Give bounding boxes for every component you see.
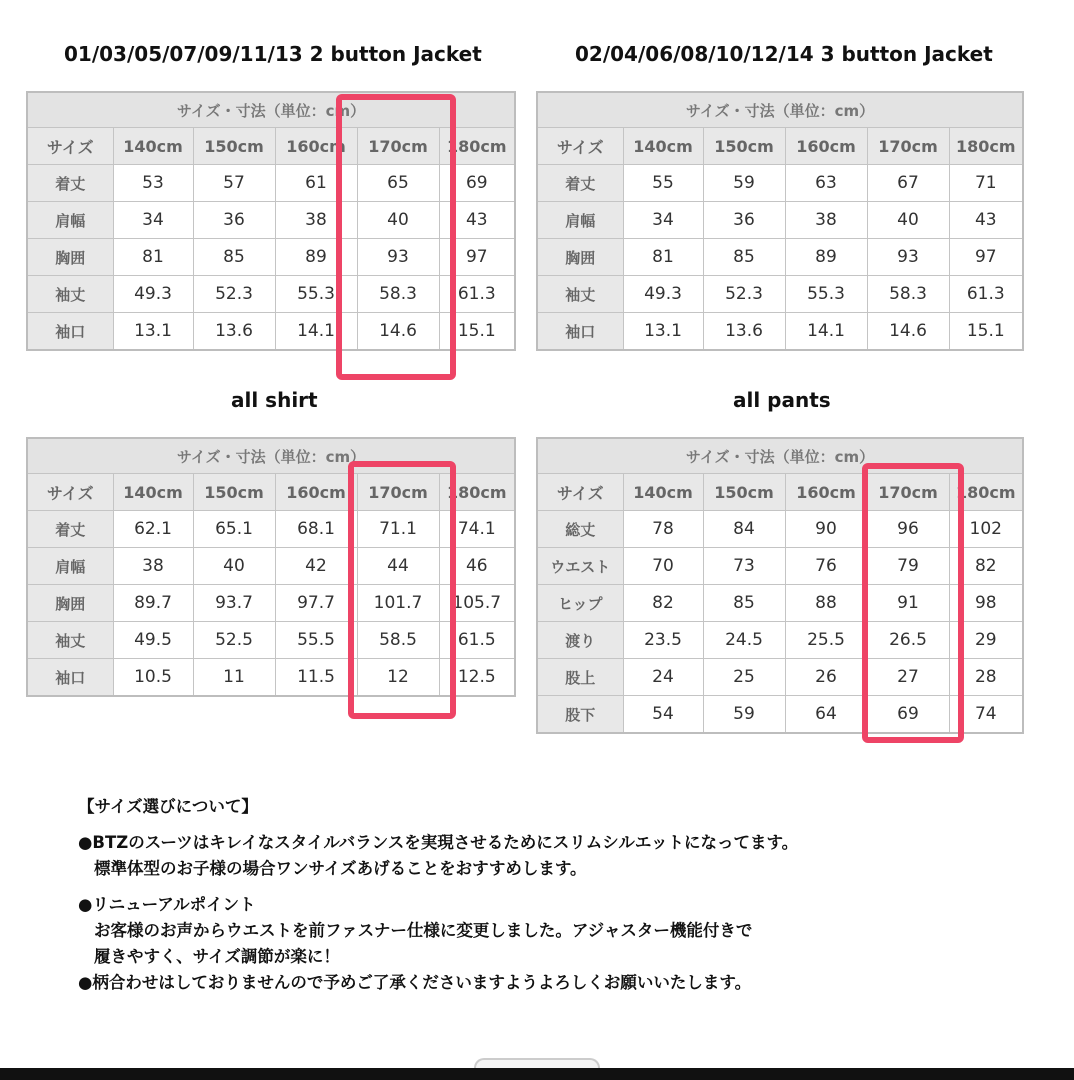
table-cell: 81 — [623, 239, 703, 276]
row-label: 袖口 — [27, 313, 113, 351]
header-cell: 180cm — [439, 128, 515, 165]
header-cell: 140cm — [623, 474, 703, 511]
table-cell: 12.5 — [439, 659, 515, 697]
table-cell: 69 — [867, 696, 949, 734]
header-cell: サイズ — [27, 128, 113, 165]
table-cell: 93 — [357, 239, 439, 276]
table-cell: 40 — [357, 202, 439, 239]
header-cell: 150cm — [193, 128, 275, 165]
table-cell: 12 — [357, 659, 439, 697]
row-label: 着丈 — [27, 511, 113, 548]
table-cell: 34 — [623, 202, 703, 239]
shirt-title: all shirt — [231, 388, 318, 412]
table-caption: サイズ・寸法（単位：cm） — [537, 438, 1023, 474]
row-label: 胸囲 — [537, 239, 623, 276]
table-cell: 58.3 — [357, 276, 439, 313]
table-cell: 54 — [623, 696, 703, 734]
header-cell: 160cm — [785, 474, 867, 511]
table-cell: 14.1 — [785, 313, 867, 351]
header-cell: 170cm — [357, 474, 439, 511]
table-cell: 52.3 — [193, 276, 275, 313]
table-cell: 34 — [113, 202, 193, 239]
table-cell: 14.6 — [357, 313, 439, 351]
row-label: 袖丈 — [27, 276, 113, 313]
table-cell: 74.1 — [439, 511, 515, 548]
note-size-up: 標準体型のお子様の場合ワンサイズあげることをおすすめします。 — [94, 859, 587, 878]
table-cell: 63 — [785, 165, 867, 202]
table-cell: 67 — [867, 165, 949, 202]
table-cell: 25 — [703, 659, 785, 696]
header-cell: 170cm — [867, 474, 949, 511]
header-cell: 150cm — [703, 128, 785, 165]
table-row — [537, 202, 1023, 239]
row-label: 袖丈 — [537, 276, 623, 313]
highlight-170cm-shirt — [348, 461, 456, 719]
table-cell: 61 — [275, 165, 357, 202]
table-cell: 69 — [439, 165, 515, 202]
table-cell: 13.6 — [193, 313, 275, 351]
table-cell: 97 — [439, 239, 515, 276]
table-cell: 79 — [867, 548, 949, 585]
table-cell: 49.3 — [623, 276, 703, 313]
note-pattern: ●柄合わせはしておりませんので予めご了承くださいますようよろしくお願いいたします。 — [78, 973, 752, 992]
table-cell: 70 — [623, 548, 703, 585]
table-cell: 27 — [867, 659, 949, 696]
pants-title: all pants — [733, 388, 831, 412]
table-cell: 57 — [193, 165, 275, 202]
highlight-170cm-pants — [862, 463, 964, 743]
header-cell: 160cm — [275, 474, 357, 511]
table-cell: 40 — [193, 548, 275, 585]
table-cell: 55 — [623, 165, 703, 202]
header-cell: 180cm — [949, 128, 1023, 165]
note-renewal-detail-2: 履きやすく、サイズ調節が楽に！ — [94, 947, 340, 966]
table-cell: 59 — [703, 165, 785, 202]
table-cell: 40 — [867, 202, 949, 239]
table-cell: 43 — [949, 202, 1023, 239]
table-caption: サイズ・寸法（単位：cm） — [27, 438, 515, 474]
table-cell: 49.3 — [113, 276, 193, 313]
row-label: 着丈 — [537, 165, 623, 202]
row-label: 胸囲 — [27, 585, 113, 622]
row-label: 肩幅 — [537, 202, 623, 239]
table-row — [537, 239, 1023, 276]
table-cell: 36 — [703, 202, 785, 239]
table-cell: 78 — [623, 511, 703, 548]
table-cell: 25.5 — [785, 622, 867, 659]
table-cell: 26.5 — [867, 622, 949, 659]
table-cell: 13.1 — [113, 313, 193, 351]
table-cell: 24.5 — [703, 622, 785, 659]
table-row — [537, 276, 1023, 313]
table-cell: 61.3 — [439, 276, 515, 313]
table-cell: 38 — [113, 548, 193, 585]
table-cell: 14.1 — [275, 313, 357, 351]
table-cell: 64 — [785, 696, 867, 734]
header-cell: 150cm — [193, 474, 275, 511]
table-cell: 90 — [785, 511, 867, 548]
header-cell: 140cm — [113, 474, 193, 511]
table-cell: 13.1 — [623, 313, 703, 351]
row-label: ヒップ — [537, 585, 623, 622]
table-cell: 11 — [193, 659, 275, 697]
table-cell: 55.5 — [275, 622, 357, 659]
header-cell: 140cm — [623, 128, 703, 165]
row-label: 肩幅 — [27, 202, 113, 239]
table-cell: 71.1 — [357, 511, 439, 548]
row-label: ウエスト — [537, 548, 623, 585]
table-cell: 15.1 — [439, 313, 515, 351]
table-cell: 96 — [867, 511, 949, 548]
table-cell: 85 — [703, 239, 785, 276]
table-cell: 46 — [439, 548, 515, 585]
table-cell: 26 — [785, 659, 867, 696]
table-cell: 97 — [949, 239, 1023, 276]
table-caption: サイズ・寸法（単位：cm） — [537, 92, 1023, 128]
table-cell: 76 — [785, 548, 867, 585]
row-label: 袖丈 — [27, 622, 113, 659]
jacket3-size-table — [536, 91, 1024, 351]
table-cell: 11.5 — [275, 659, 357, 697]
table-cell: 93 — [867, 239, 949, 276]
table-cell: 10.5 — [113, 659, 193, 697]
header-cell: 170cm — [357, 128, 439, 165]
header-cell: サイズ — [537, 128, 623, 165]
header-cell: 160cm — [785, 128, 867, 165]
row-label: 総丈 — [537, 511, 623, 548]
header-cell: 180cm — [439, 474, 515, 511]
row-label: 股下 — [537, 696, 623, 734]
row-label: 渡り — [537, 622, 623, 659]
table-cell: 52.5 — [193, 622, 275, 659]
table-cell: 84 — [703, 511, 785, 548]
note-slim-silhouette: ●BTZのスーツはキレイなスタイルバランスを実現させるためにスリムシルエットになってます。 — [78, 833, 799, 852]
header-cell: 150cm — [703, 474, 785, 511]
header-cell: 140cm — [113, 128, 193, 165]
jacket2-title: 01/03/05/07/09/11/13 2 button Jacket — [64, 42, 482, 66]
table-cell: 58.5 — [357, 622, 439, 659]
table-cell: 36 — [193, 202, 275, 239]
table-cell: 102 — [949, 511, 1023, 548]
table-cell: 68.1 — [275, 511, 357, 548]
table-cell: 65.1 — [193, 511, 275, 548]
table-row — [537, 313, 1023, 351]
table-cell: 55.3 — [785, 276, 867, 313]
table-row — [537, 165, 1023, 202]
table-cell: 89.7 — [113, 585, 193, 622]
table-cell: 42 — [275, 548, 357, 585]
table-cell: 23.5 — [623, 622, 703, 659]
table-cell: 38 — [785, 202, 867, 239]
table-cell: 89 — [785, 239, 867, 276]
table-cell: 61.5 — [439, 622, 515, 659]
table-cell: 14.6 — [867, 313, 949, 351]
table-cell: 85 — [703, 585, 785, 622]
table-cell: 93.7 — [193, 585, 275, 622]
table-cell: 65 — [357, 165, 439, 202]
table-cell: 44 — [357, 548, 439, 585]
note-renewal-heading: ●リニューアルポイント — [78, 895, 256, 914]
table-cell: 89 — [275, 239, 357, 276]
table-cell: 28 — [949, 659, 1023, 696]
table-cell: 15.1 — [949, 313, 1023, 351]
table-cell: 101.7 — [357, 585, 439, 622]
header-cell: サイズ — [27, 474, 113, 511]
table-cell: 43 — [439, 202, 515, 239]
table-cell: 91 — [867, 585, 949, 622]
header-cell: 170cm — [867, 128, 949, 165]
table-cell: 13.6 — [703, 313, 785, 351]
table-cell: 38 — [275, 202, 357, 239]
table-header-row — [537, 128, 1023, 165]
notes-heading: 【サイズ選びについて】 — [78, 797, 258, 816]
header-cell: サイズ — [537, 474, 623, 511]
table-cell: 85 — [193, 239, 275, 276]
table-cell: 61.3 — [949, 276, 1023, 313]
table-caption: サイズ・寸法（単位：cm） — [27, 92, 515, 128]
row-label: 股上 — [537, 659, 623, 696]
table-cell: 97.7 — [275, 585, 357, 622]
table-cell: 88 — [785, 585, 867, 622]
table-cell: 52.3 — [703, 276, 785, 313]
table-cell: 29 — [949, 622, 1023, 659]
row-label: 袖口 — [537, 313, 623, 351]
bottom-bar — [0, 1068, 1074, 1080]
table-cell: 73 — [703, 548, 785, 585]
table-cell: 55.3 — [275, 276, 357, 313]
table-cell: 98 — [949, 585, 1023, 622]
row-label: 袖口 — [27, 659, 113, 697]
table-cell: 105.7 — [439, 585, 515, 622]
header-cell: 160cm — [275, 128, 357, 165]
size-notes — [78, 794, 798, 996]
table-cell: 71 — [949, 165, 1023, 202]
table-cell: 82 — [949, 548, 1023, 585]
row-label: 胸囲 — [27, 239, 113, 276]
table-cell: 62.1 — [113, 511, 193, 548]
note-renewal-detail: お客様のお声からウエストを前ファスナー仕様に変更しました。アジャスター機能付きで — [94, 921, 753, 940]
table-cell: 59 — [703, 696, 785, 734]
table-cell: 53 — [113, 165, 193, 202]
table-cell: 81 — [113, 239, 193, 276]
table-cell: 82 — [623, 585, 703, 622]
jacket3-title: 02/04/06/08/10/12/14 3 button Jacket — [575, 42, 993, 66]
table-cell: 58.3 — [867, 276, 949, 313]
row-label: 肩幅 — [27, 548, 113, 585]
table-cell: 24 — [623, 659, 703, 696]
table-cell: 49.5 — [113, 622, 193, 659]
highlight-170cm-jacket2 — [336, 94, 456, 380]
header-cell: 180cm — [949, 474, 1023, 511]
table-cell: 74 — [949, 696, 1023, 734]
row-label: 着丈 — [27, 165, 113, 202]
